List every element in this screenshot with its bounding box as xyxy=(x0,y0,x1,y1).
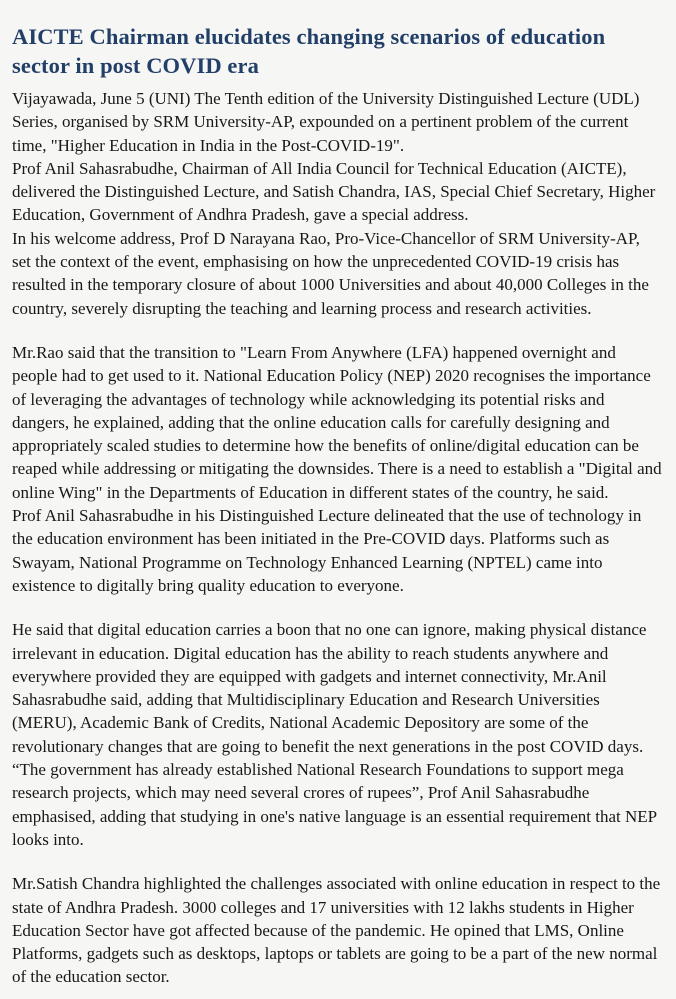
paragraph-group-2 xyxy=(12,341,662,597)
article-paragraph: Prof Anil Sahasrabudhe, Chairman of All India Council for Technical Education (AICTE), delivered the Distinguished Lecture, and Satish Chandra, IAS, Special Chief Secretary, Higher Education, Government of Andhra Pradesh, gave a special address. xyxy=(12,158,656,225)
article-paragraph: Prof Anil Sahasrabudhe in his Distinguished Lecture delineated that the use of technology in the education environment has been initiated in the Pre-COVID days. Platforms such as Swayam, National Programme on Technology Enhanced Learning (NPTEL) came into existence to digitally bring quality education to everyone. xyxy=(12,506,642,595)
article-paragraph: Mr.Rao said that the transition to "Learn From Anywhere (LFA) happened overnight and people had to get used to it. National Education Policy (NEP) 2020 recognises the importance of leveraging the advantages of technology while acknowledging its potential risks and dangers, he explained, adding that the online education calls for carefully designing and appropriately scaled studies to determine how the benefits of online/digital education can be reaped while addressing or mitigating the downsides. There is a need to establish a "Digital and online Wing" in the Departments of Education in different states of the country, he said. xyxy=(12,342,662,502)
article-paragraph: “The government has already established National Research Foundations to support mega research projects, which may need several crores of rupees”, Prof Anil Sahasrabudhe emphasised, adding that studying in one's native language is an essential requirement that NEP looks into. xyxy=(12,760,657,849)
article-paragraph: In his welcome address, Prof D Narayana Rao, Pro-Vice-Chancellor of SRM University-AP, set the context of the event, emphasising on how the unprecedented COVID-19 crisis has resulted in the temporary closure of about 1000 Universities and about 40,000 Colleges in the country, severely disrupting the teaching and learning process and research activities. xyxy=(12,228,649,318)
paragraph-group-4 xyxy=(12,872,662,988)
paragraph-group-1 xyxy=(12,87,662,320)
article-paragraph: He said that digital education carries a boon that no one can ignore, making physical distance irrelevant in education. Digital education has the ability to reach students anywhere and everywhere provided they are equipped with gadgets and internet connectivity, Mr.Anil Sahasrabudhe said, adding that Multidisciplinary Education and Research Universities (MERU), Academic Bank of Credits, National Academic Depository are some of the revolutionary changes that are going to benefit the next generations in the post COVID days. xyxy=(12,620,647,756)
paragraph-group-3 xyxy=(12,618,662,851)
article-paragraph: Mr.Satish Chandra highlighted the challenges associated with online education in respect to the state of Andhra Pradesh. 3000 colleges and 17 universities with 12 lakhs students in Higher Education Sector have got affected because of the pandemic. He opined that LMS, Online Platforms, gadgets such as desktops, laptops or tablets are going to be a part of the new normal of the education sector. xyxy=(12,874,661,987)
article-headline: AICTE Chairman elucidates changing scenarios of education sector in post COVID era xyxy=(12,24,606,78)
article-paragraph: Vijayawada, June 5 (UNI) The Tenth edition of the University Distinguished Lecture (UDL) Series, organised by SRM University-AP, expounded on a pertinent problem of the current time, "Higher Education in India in the Post-COVID-19". xyxy=(12,89,640,155)
